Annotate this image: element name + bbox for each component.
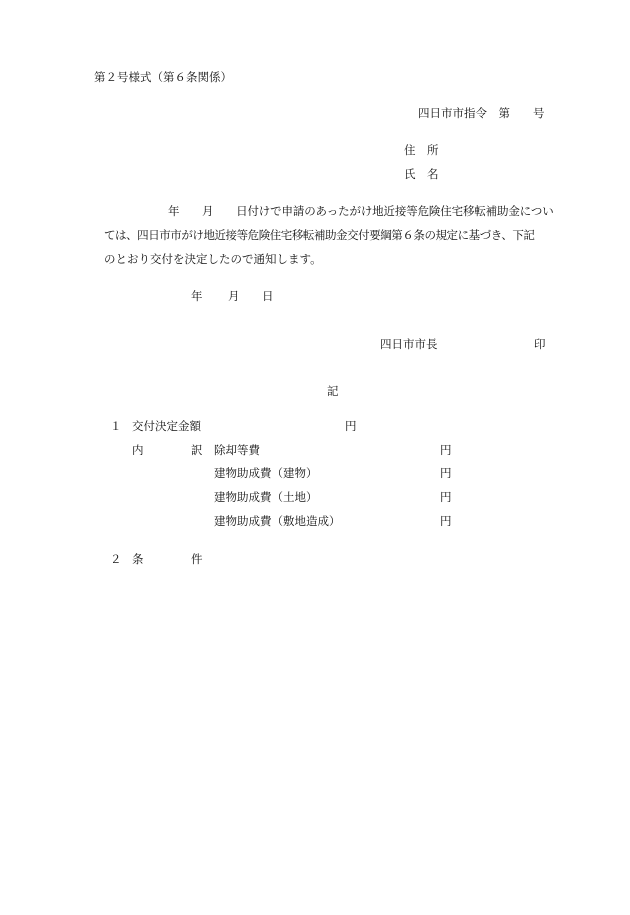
- breakdown-row-name: 建物助成費（土地）: [214, 490, 318, 504]
- breakdown-label-a: 内: [132, 443, 144, 457]
- breakdown-row-unit: 円: [440, 466, 452, 480]
- item-1-unit: 円: [345, 419, 357, 433]
- item-2-number: ２: [110, 552, 122, 566]
- breakdown-row-unit: 円: [440, 514, 452, 528]
- issuer-name: 四日市市長: [380, 337, 438, 351]
- document-number: 四日市市指令 第 号: [418, 106, 545, 120]
- form-label: 第２号様式（第６条関係）: [94, 70, 232, 84]
- date-day: 日: [262, 289, 274, 303]
- body-text-line-3: のとおり交付を決定したので通知します。: [104, 252, 322, 266]
- item-1-label: 交付決定金額: [132, 419, 201, 433]
- recipient-address-label: 住 所: [404, 143, 439, 157]
- breakdown-row-name: 除却等費: [214, 443, 260, 457]
- ki-heading: 記: [327, 384, 339, 398]
- breakdown-row-unit: 円: [440, 490, 452, 504]
- breakdown-row-name: 建物助成費（敷地造成）: [214, 514, 341, 528]
- breakdown-label-b: 訳: [191, 443, 203, 457]
- date-year: 年: [191, 289, 203, 303]
- item-1-number: １: [110, 419, 122, 433]
- breakdown-row-name: 建物助成費（建物）: [214, 466, 318, 480]
- body-text-line-2: ては、四日市市がけ地近接等危険住宅移転補助金交付要綱第６条の規定に基づき、下記: [104, 228, 535, 242]
- date-month: 月: [228, 289, 240, 303]
- body-text-line-1: 年 月 日付けで申請のあったがけ地近接等危険住宅移転補助金につい: [168, 204, 554, 218]
- recipient-name-label: 氏 名: [404, 167, 439, 181]
- item-2-label-a: 条: [132, 552, 144, 566]
- issuer-seal: 印: [534, 337, 546, 351]
- item-2-label-b: 件: [191, 552, 203, 566]
- breakdown-row-unit: 円: [440, 443, 452, 457]
